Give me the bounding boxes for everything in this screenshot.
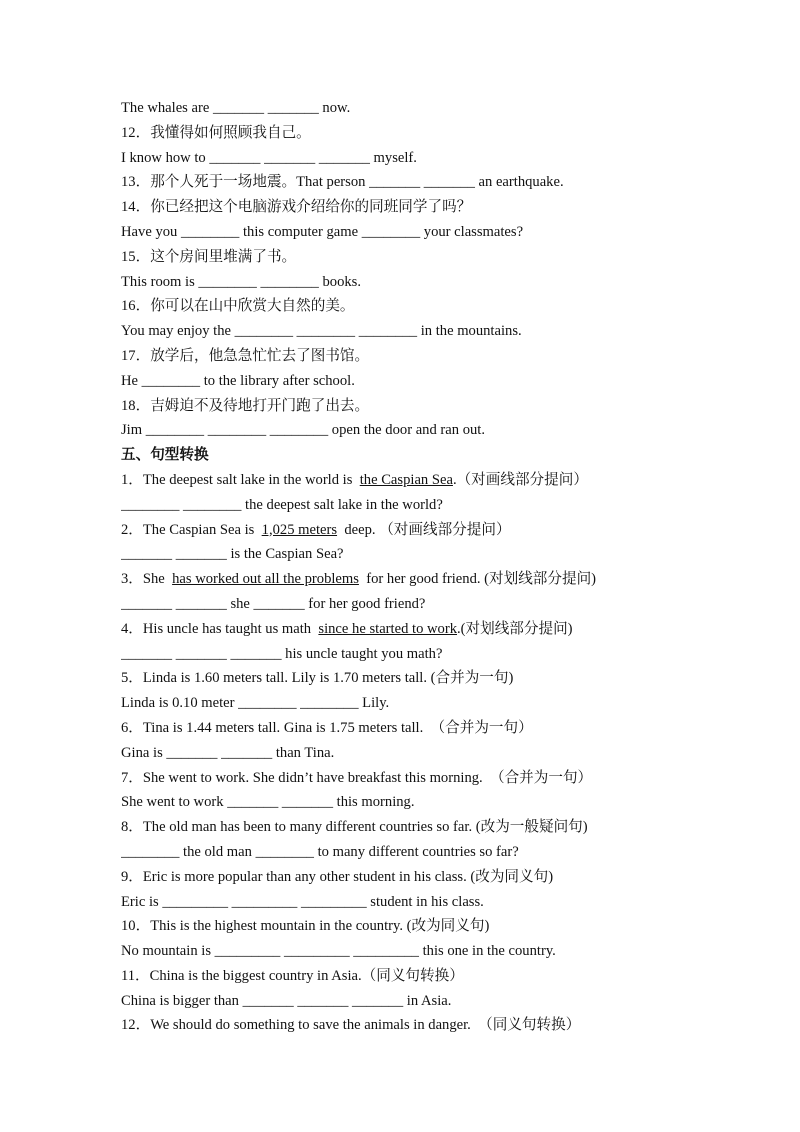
answer-line: The whales are _______ _______ now. [121,100,351,116]
answer-line: Linda is 0.10 meter ________ ________ Lily. [121,695,390,712]
question-prompt [121,468,741,493]
question-instruction: .（对画线部分提问） [452,471,588,488]
question-prompt: 5．Linda is 1.60 meters tall. Lily is 1.70 meters tall. (合并为一句) [121,670,514,687]
question-text: 3．She [121,571,173,588]
question-prompt: 9．Eric is more popular than any other student in his class. (改为同义句) [121,868,554,885]
question-prompt: 10．This is the highest mountain in the country. (改为同义句) [121,918,490,935]
answer-line: China is bigger than _______ _______ _______ in Asia. [121,992,452,1009]
answer-line: She went to work _______ _______ this morning. [121,794,415,811]
question-prompt: 12．We should do something to save the animals in danger. （同义句转换） [121,1017,581,1034]
question-instruction: for her good friend. (对划线部分提问) [358,571,597,588]
question-prompt: 17．放学后，他急急忙忙去了图书馆。 [121,347,370,364]
underlined-phrase: has worked out all the problems [172,571,359,588]
underlined-phrase: the Caspian Sea [359,471,453,488]
question-prompt: 7．She went to work. She didn’t have breakfast this morning. （合并为一句） [121,769,593,786]
answer-line: ________ the old man ________ to many different countries so far? [121,843,519,860]
question-prompt: 8．The old man has been to many different countries so far. (改为一般疑问句) [121,819,588,836]
answer-line: No mountain is _________ _________ _________ this one in the country. [121,943,556,960]
question-prompt: 14．你已经把这个电脑游戏介绍给你的同班同学了吗？ [121,199,472,216]
question-prompt: 13．那个人死于一场地震。That person _______ _______ an earthquake. [121,174,564,191]
question-prompt [121,617,741,642]
question-prompt: 6．Tina is 1.44 meters tall. Gina is 1.75 meters tall. （合并为一句） [121,719,533,736]
answer-line: Eric is _________ _________ _________ student in his class. [121,893,484,910]
question-text: 4．His uncle has taught us math [121,620,319,637]
question-prompt [121,567,741,592]
answer-line: Have you ________ this computer game ________ your classmates? [121,223,524,240]
answer-line: _______ _______ is the Caspian Sea? [121,546,344,563]
question-text: 2．The Caspian Sea is [121,521,262,538]
answer-line: ________ ________ the deepest salt lake in the world? [121,496,443,513]
question-prompt: 12．我懂得如何照顾我自己。 [121,124,311,141]
question-prompt: 18．吉姆迫不及待地打开门跑了出去。 [121,397,370,414]
answer-line: _______ _______ _______ his uncle taught you math? [121,645,443,662]
question-prompt: 15．这个房间里堆满了书。 [121,248,297,265]
question-prompt [121,518,741,543]
answer-line: _______ _______ she _______ for her good friend? [121,595,426,612]
worksheet-content [121,96,741,1038]
answer-line: Jim ________ ________ ________ open the door and ran out. [121,422,485,439]
answer-line: You may enjoy the ________ ________ ________ in the mountains. [121,323,522,340]
question-text: 1．The deepest salt lake in the world is [121,471,360,488]
answer-line: Gina is _______ _______ than Tina. [121,744,335,761]
answer-line: I know how to _______ _______ _______ myself. [121,149,417,166]
question-prompt: 11．China is the biggest country in Asia.（同义句转换） [121,967,464,984]
answer-line: This room is ________ ________ books. [121,273,361,290]
underlined-phrase: 1,025 meters [261,521,338,538]
question-instruction: deep. （对画线部分提问） [337,521,511,538]
question-prompt: 16．你可以在山中欣赏大自然的美。 [121,298,355,315]
question-instruction: .(对划线部分提问) [457,620,573,637]
section-heading: 五、句型转换 [121,447,209,464]
answer-line: He ________ to the library after school. [121,372,355,389]
underlined-phrase: since he started to work [318,620,458,637]
